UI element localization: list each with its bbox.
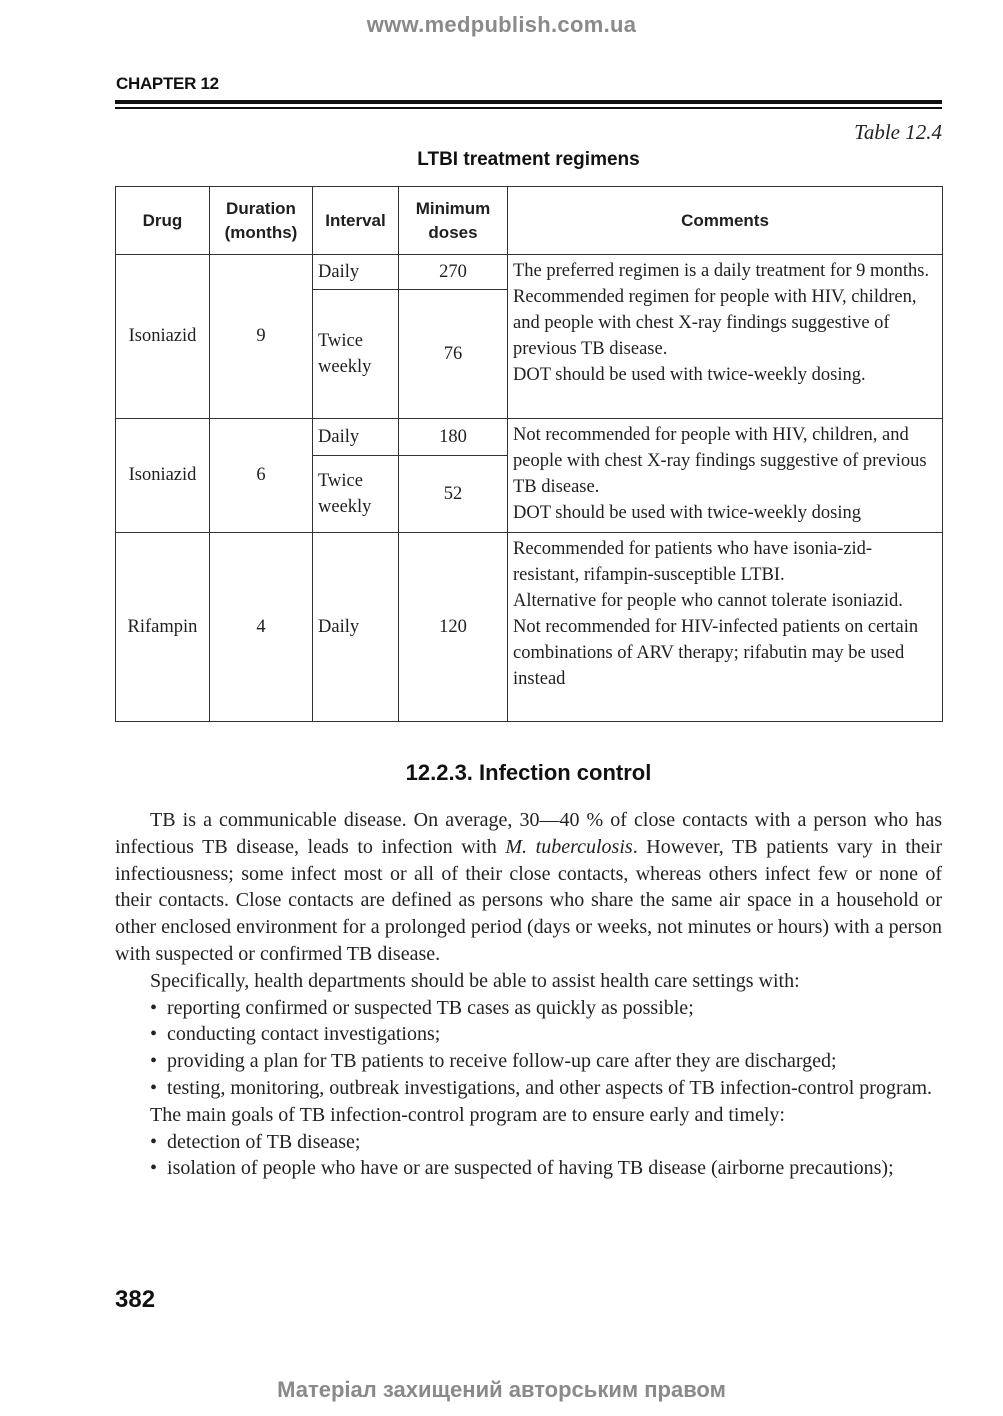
table-row: [116, 533, 943, 722]
paragraph-2: Specifically, health departments should be able to assist health care settings with:: [150, 969, 800, 992]
site-url: www.medpublish.com.ua: [366, 12, 637, 37]
section-heading: 12.2.3. Infection control: [405, 760, 652, 785]
list-item: • testing, monitoring, outbreak investigations, and other aspects of TB infection-control program.: [150, 1076, 933, 1099]
header-drug: Drug: [116, 187, 210, 255]
list-item: • providing a plan for TB patients to receive follow-up care after they are discharged;: [150, 1050, 837, 1073]
table-number: Table 12.4: [854, 120, 942, 144]
interval-cell: Twice weekly: [313, 290, 399, 419]
comments-cell: [508, 533, 943, 722]
section-body: [115, 807, 942, 1182]
interval-cell: Twice weekly: [313, 456, 399, 533]
header-duration: Duration (months): [210, 187, 313, 255]
comments-cell: [508, 255, 943, 419]
comment-line: DOT should be used with twice-weekly dosing: [513, 503, 862, 523]
page-number: 382: [115, 1286, 156, 1313]
table-title: LTBI treatment regimens: [417, 149, 640, 170]
table-row: [116, 255, 943, 290]
list-item: • conducting contact investigations;: [150, 1023, 441, 1046]
list-item: • detection of TB disease;: [150, 1130, 361, 1153]
header-min-doses: Minimum doses: [399, 187, 508, 255]
paragraph-1: [115, 807, 942, 968]
list-item: • reporting confirmed or suspected TB cases as quickly as possible;: [150, 996, 694, 1019]
duration-cell: 4: [210, 533, 313, 722]
list-item: • isolation of people who have or are suspected of having TB disease (airborne precautions);: [150, 1157, 894, 1180]
header-comments: Comments: [508, 187, 943, 255]
comment-line: Recommended regimen for people with HIV, children, and people with chest X-ray findings suggestive of previous TB disease.: [513, 287, 917, 359]
doses-cell: 52: [399, 456, 508, 533]
drug-cell: Isoniazid: [116, 255, 210, 419]
comment-line: Alternative for people who cannot tolerate isoniazid.: [513, 591, 903, 611]
regimens-table: [115, 186, 943, 722]
copyright-notice: Матеріал захищений авторським правом: [277, 1377, 726, 1402]
comment-line: The preferred regimen is a daily treatment for 9 months.: [513, 261, 930, 281]
drug-cell: Isoniazid: [116, 419, 210, 533]
table-header-row: [116, 187, 943, 255]
interval-cell: Daily: [313, 533, 399, 722]
header-interval: Interval: [313, 187, 399, 255]
duration-cell: 9: [210, 255, 313, 419]
doses-cell: 270: [399, 255, 508, 290]
doses-cell: 120: [399, 533, 508, 722]
header-rule-thick: [115, 100, 942, 104]
doses-cell: 180: [399, 419, 508, 456]
paragraph-1-text: TB is a communicable disease. On average, 30—40 % of close contacts with a person who has infectious TB disease, leads to infection with: [115, 809, 942, 858]
duration-cell: 6: [210, 419, 313, 533]
interval-cell: Daily: [313, 255, 399, 290]
interval-cell: Daily: [313, 419, 399, 456]
comments-cell: [508, 419, 943, 533]
comment-line: DOT should be used with twice-weekly dosing.: [513, 365, 866, 385]
chapter-label: CHAPTER 12: [116, 74, 219, 93]
drug-cell: Rifampin: [116, 533, 210, 722]
comment-line: Recommended for patients who have isonia-zid-resistant, rifampin-susceptible LTBI.: [513, 539, 873, 585]
header-rule-thin: [115, 107, 942, 109]
comment-line: Not recommended for people with HIV, children, and people with chest X-ray findings suggestive of previous TB disease.: [513, 425, 927, 497]
table-row: [116, 419, 943, 456]
doses-cell: 76: [399, 290, 508, 419]
paragraph-1-text-cont: . However, TB patients vary in their infectiousness; some infect most or all of their close contacts, whereas others infect few or none of their contacts. Close contacts are defined as persons who share the same air space in a household or other enclosed environment for a prolonged period (days or weeks, not minutes or hours) with a person with suspected or confirmed TB disease.: [115, 835, 942, 965]
comment-line: Not recommended for HIV-infected patients on certain combinations of ARV therapy; rifabutin may be used instead: [513, 617, 919, 689]
organism-name: M. tuberculosis: [505, 835, 633, 858]
paragraph-3: The main goals of TB infection-control program are to ensure early and timely:: [150, 1103, 785, 1126]
